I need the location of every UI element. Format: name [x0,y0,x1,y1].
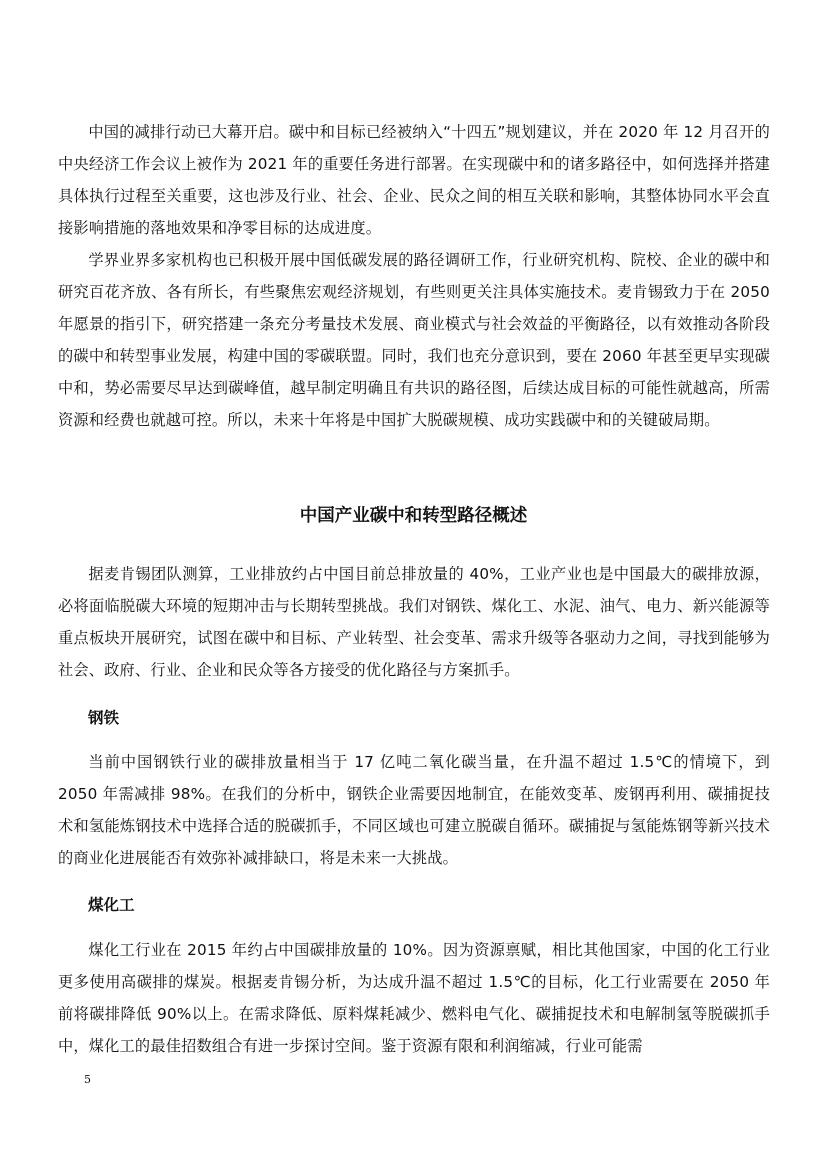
coal-chemical-paragraph: 煤化工行业在 2015 年约占中国碳排放量的 10%。因为资源禀赋，相比其他国家，中国的化工行业更多使用高碳排的煤炭。根据麦肯锡分析，为达成升温不超过 1.5℃的目标，化工行业需要在 2050 年前将碳排降低 90%以上。在需求降低、原料煤耗减少、燃料电气化、碳捕捉技术和电解制氢等脱碳抓手中，煤化工的最佳招数组合有进一步探讨空间。鉴于资源有限和利润缩减，行业可能需 [58,941,770,1055]
steel-paragraph: 当前中国钢铁行业的碳排放量相当于 17 亿吨二氧化碳当量，在升温不超过 1.5℃的情境下，到 2050 年需减排 98%。在我们的分析中，钢铁企业需要因地制宜，在能效变革、废钢再利用、碳捕捉技术和氢能炼钢技术中选择合适的脱碳抓手，不同区域也可建立脱碳自循环。碳捕捉与氢能炼钢等新兴技术的商业化进展能否有效弥补减排缺口，将是未来一大挑战。 [58,753,770,867]
intro-paragraph-1: 中国的减排行动已大幕开启。碳中和目标已经被纳入“十四五”规划建议，并在 2020 年 12 月召开的中央经济工作会议上被作为 2021 年的重要任务进行部署。在实现碳中和的诸多路径中，如何选择并搭建具体执行过程至关重要，这也涉及行业、社会、企业、民众之间的相互关联和影响，其整体协同水平会直接影响措施的落地效果和净零目标的达成进度。 [58,123,770,237]
intro-paragraph-2: 学界业界多家机构也已积极开展中国低碳发展的路径调研工作，行业研究机构、院校、企业的碳中和研究百花齐放、各有所长，有些聚焦宏观经济规划，有些则更关注具体实施技术。麦肯锡致力于在 2050 年愿景的指引下，研究搭建一条充分考量技术发展、商业模式与社会效益的平衡路径，以有效推动各阶段的碳中和转型事业发展，构建中国的零碳联盟。同时，我们也充分意识到，要在 2060 年甚至更早实现碳中和，势必需要尽早达到碳峰值，越早制定明确且有共识的路径图，后续达成目标的可能性就越高，所需资源和经费也就越可控。所以，未来十年将是中国扩大脱碳规模、成功实践碳中和的关键破局期。 [58,251,770,429]
section-heading: 中国产业碳中和转型路径概述 [299,506,528,526]
section-paragraph-1: 据麦肯锡团队测算，工业排放约占中国目前总排放量的 40%，工业产业也是中国最大的碳排放源，必将面临脱碳大环境的短期冲击与长期转型挑战。我们对钢铁、煤化工、水泥、油气、电力、新兴能源等重点板块开展研究，试图在碳中和目标、产业转型、社会变革、需求升级等各驱动力之间，寻找到能够为社会、政府、行业、企业和民众等各方接受的优化路径与方案抓手。 [58,565,770,679]
page-number: 5 [84,1073,91,1086]
subheading-coal-chemical: 煤化工 [88,896,135,914]
subheading-steel: 钢铁 [88,709,120,727]
